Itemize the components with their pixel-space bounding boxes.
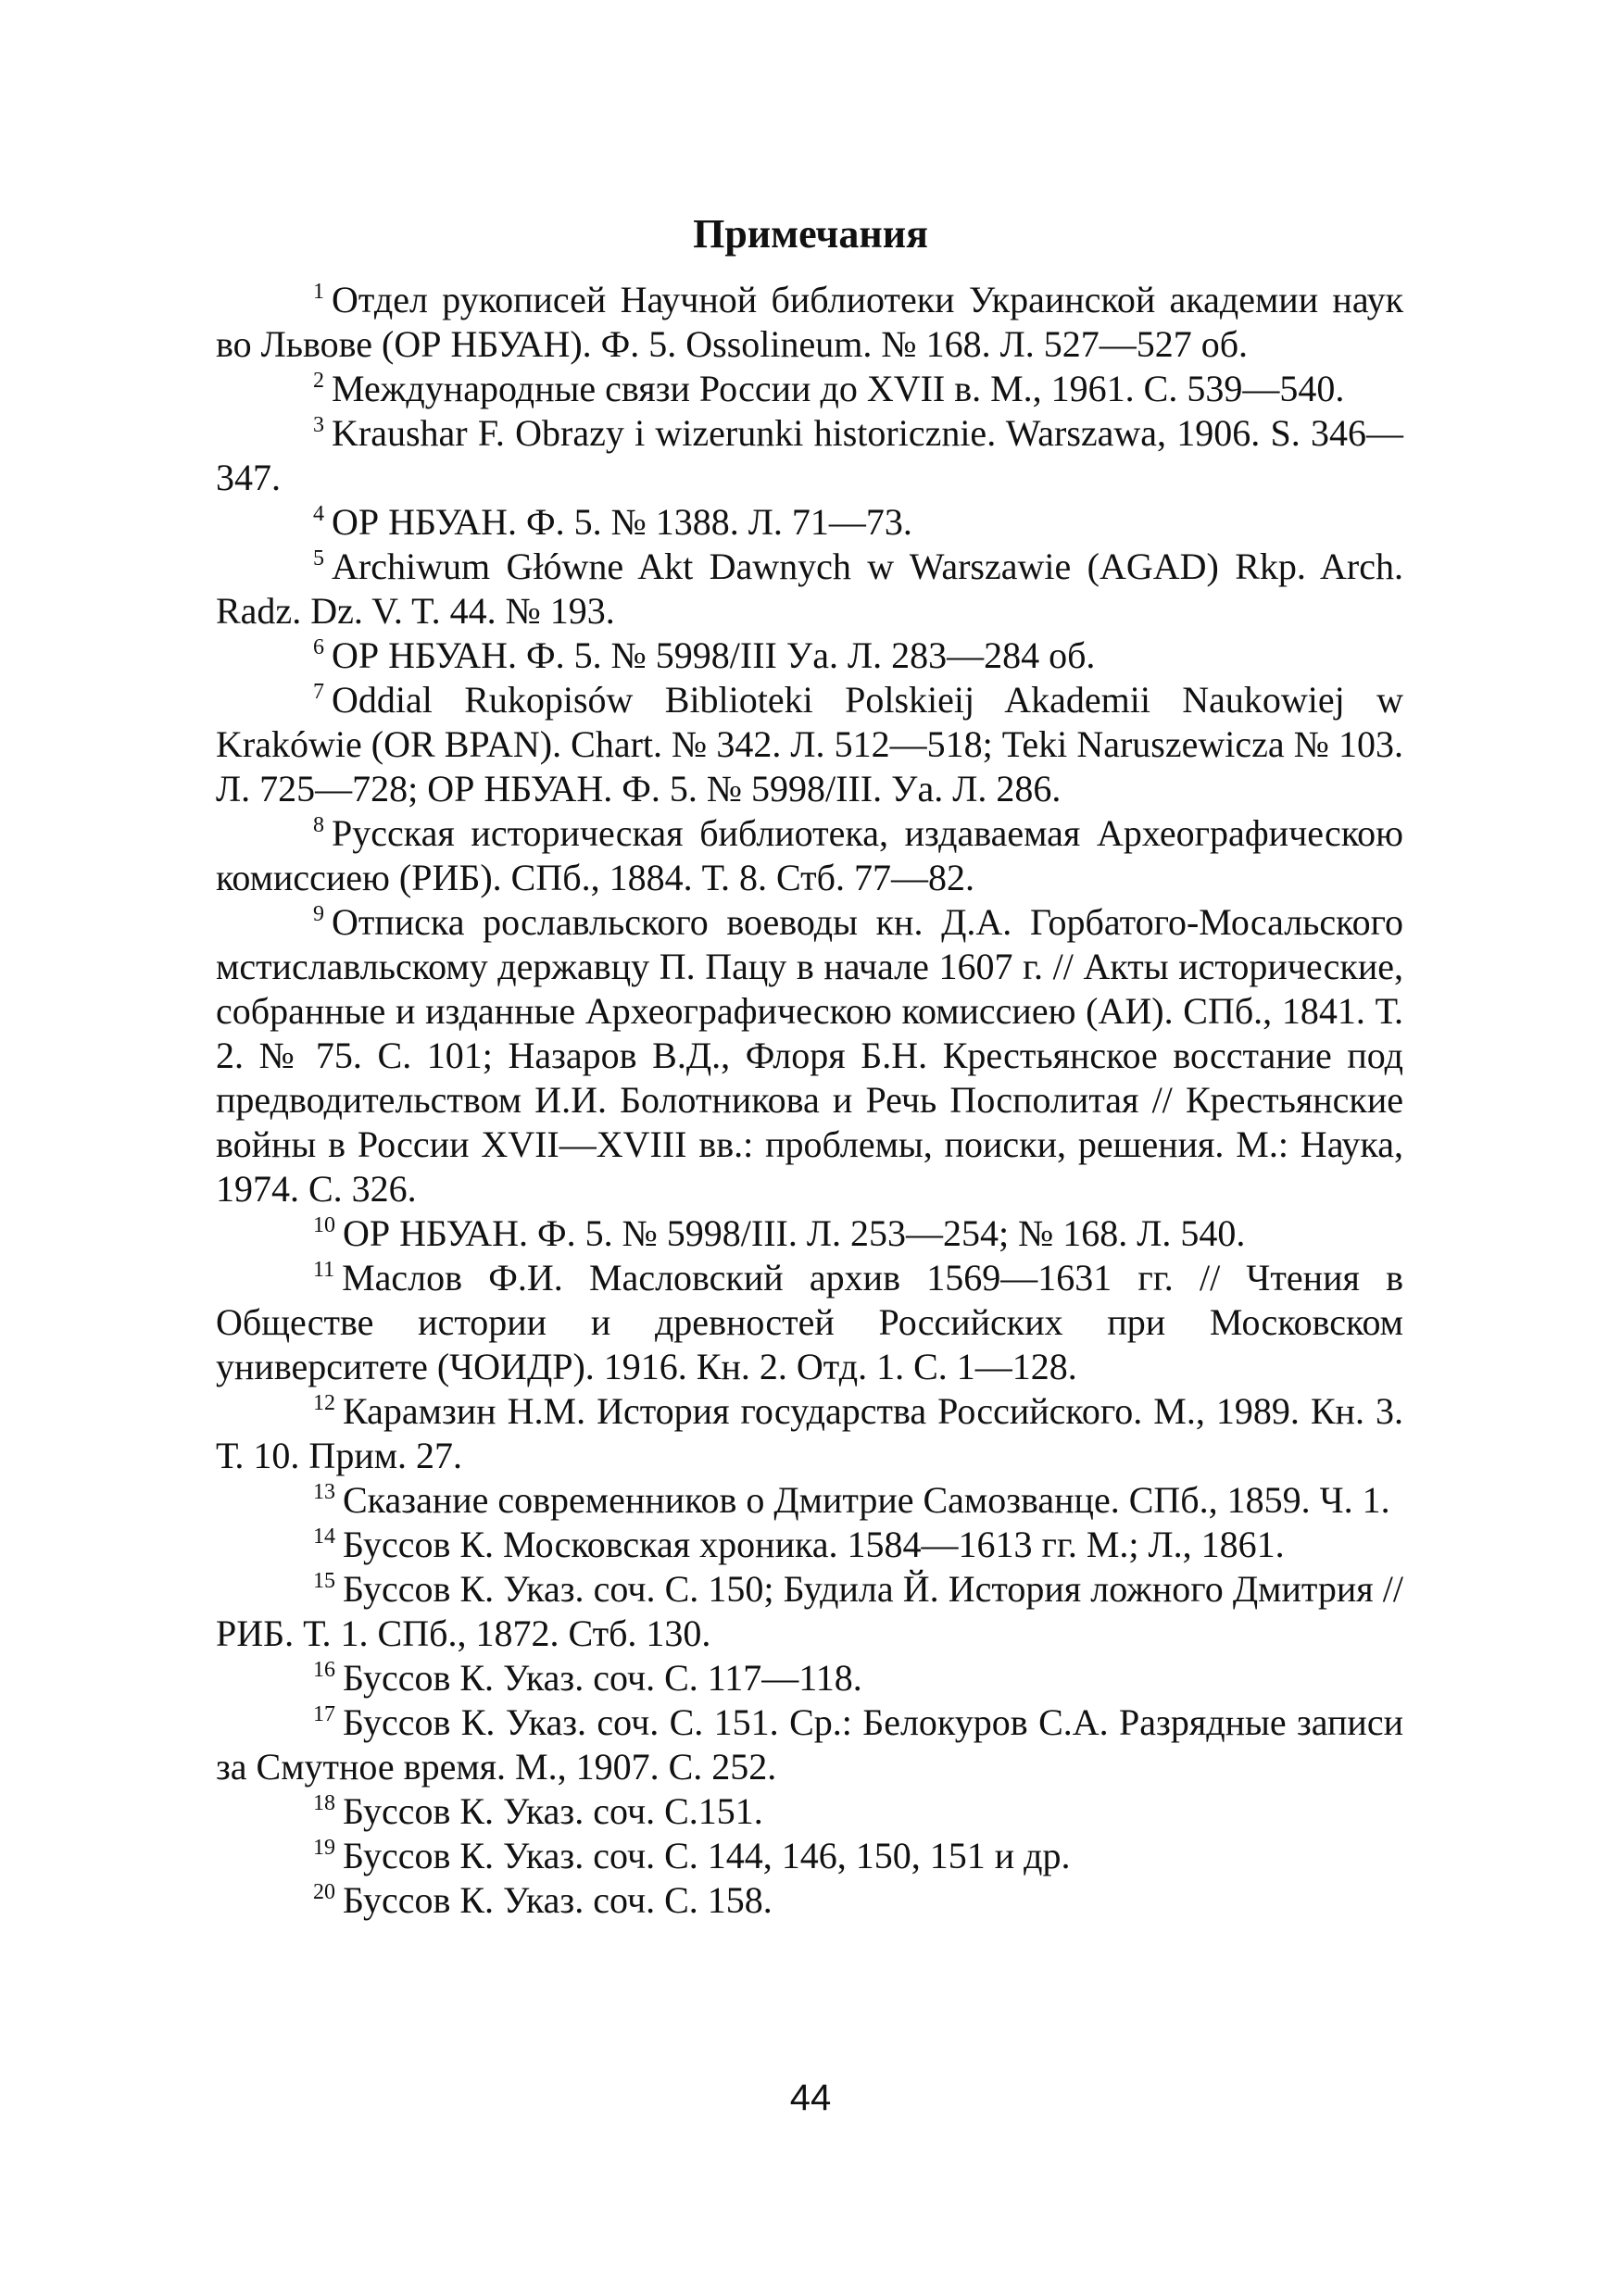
note-text: Отдел рукописей Научной библиотеки Украинской академии наук во Львове (ОР НБУАН). Ф. 5. Ossolineum. № 168. Л. 527—527 об.	[216, 279, 1403, 365]
note-text: ОР НБУАН. Ф. 5. № 5998/III. Л. 253—254; № 168. Л. 540.	[343, 1212, 1246, 1254]
note-number: 9	[313, 902, 324, 926]
note-number: 14	[313, 1524, 335, 1549]
note-number: 13	[313, 1480, 335, 1504]
note-number: 10	[313, 1213, 335, 1237]
note-6	[216, 634, 1403, 678]
note-number: 4	[313, 502, 324, 526]
note-text: Буссов К. Указ. соч. С. 151. Ср.: Белокуров С.А. Разрядные записи за Смутное время. М., 1907. С. 252.	[216, 1701, 1403, 1788]
note-text: Русская историческая библиотека, издаваемая Археографическою комиссиею (РИБ). СПб., 1884. Т. 8. Стб. 77—82.	[216, 812, 1403, 898]
note-number: 6	[313, 635, 324, 659]
note-11	[216, 1256, 1403, 1389]
note-text: Отписка рославльского воеводы кн. Д.А. Горбатого-Мосальского мстиславльскому державцу П. Пацу в начале 1607 г. // Акты исторические, собранные и изданные Археографическою комиссиею (АИ). СПб., 1841. Т. 2. № 75. С. 101; Назаров В.Д., Флоря Б.Н. Крестьянское восстание под предводительством И.И. Болотникова и Речь Посполитая // Крестьянские войны в России XVII—XVIII вв.: проблемы, поиски, решения. М.: Наука, 1974. С. 326.	[216, 901, 1403, 1210]
note-text: Буссов К. Указ. соч. С.151.	[343, 1790, 763, 1832]
note-text: ОР НБУАН. Ф. 5. № 5998/III Уа. Л. 283—284 об.	[332, 634, 1096, 676]
note-text: Archiwum Główne Akt Dawnych w Warszawie (AGAD) Rkp. Arch. Radz. Dz. V. T. 44. № 193.	[216, 546, 1403, 632]
note-text: Сказание современников о Дмитрие Самозванце. СПб., 1859. Ч. 1.	[343, 1479, 1390, 1521]
note-number: 1	[313, 280, 324, 304]
note-number: 15	[313, 1569, 335, 1593]
note-number: 16	[313, 1658, 335, 1682]
note-10	[216, 1211, 1403, 1256]
note-number: 20	[313, 1880, 335, 1904]
note-3	[216, 411, 1403, 500]
note-16	[216, 1656, 1403, 1700]
notes-list	[216, 278, 1403, 1923]
note-text: Маслов Ф.И. Масловский архив 1569—1631 гг. // Чтения в Обществе истории и древностей Российских при Московском университете (ЧОИДР). 1916. Кн. 2. Отд. 1. С. 1—128.	[216, 1257, 1403, 1387]
note-text: Буссов К. Указ. соч. С. 150; Будила Й. История ложного Дмитрия // РИБ. Т. 1. СПб., 1872. Стб. 130.	[216, 1568, 1403, 1654]
note-number: 11	[313, 1258, 335, 1282]
note-9	[216, 900, 1403, 1211]
note-number: 2	[313, 369, 324, 393]
note-14	[216, 1523, 1403, 1567]
page-heading: Примечания	[693, 211, 928, 257]
note-number: 5	[313, 546, 324, 571]
note-17	[216, 1700, 1403, 1789]
note-text: Буссов К. Московская хроника. 1584—1613 гг. М.; Л., 1861.	[343, 1524, 1285, 1565]
note-4	[216, 500, 1403, 545]
note-13	[216, 1478, 1403, 1523]
note-number: 17	[313, 1702, 335, 1726]
note-12	[216, 1389, 1403, 1478]
note-number: 7	[313, 680, 324, 704]
note-text: Буссов К. Указ. соч. С. 144, 146, 150, 151 и др.	[343, 1835, 1071, 1876]
note-2	[216, 367, 1403, 411]
note-number: 18	[313, 1791, 335, 1815]
note-20	[216, 1878, 1403, 1923]
note-number: 12	[313, 1391, 335, 1415]
note-text: ОР НБУАН. Ф. 5. № 1388. Л. 71—73.	[332, 501, 912, 543]
note-19	[216, 1834, 1403, 1878]
note-number: 3	[313, 413, 324, 437]
note-text: Карамзин Н.М. История государства Российского. М., 1989. Кн. 3. Т. 10. Прим. 27.	[216, 1390, 1403, 1476]
note-number: 19	[313, 1836, 335, 1860]
note-number: 8	[313, 813, 324, 837]
note-text: Kraushar F. Obrazy i wizerunki historicznie. Warszawa, 1906. S. 346—347.	[216, 412, 1403, 498]
note-text: Буссов К. Указ. соч. С. 158.	[343, 1879, 773, 1921]
note-7	[216, 678, 1403, 811]
note-text: Международные связи России до XVII в. М., 1961. С. 539—540.	[332, 368, 1345, 409]
note-15	[216, 1567, 1403, 1656]
note-5	[216, 545, 1403, 634]
note-1	[216, 278, 1403, 367]
note-8	[216, 811, 1403, 900]
note-text: Oddial Rukopisów Biblioteki Polskieij Akademii Naukowiej w Krakówie (OR BPAN). Chart. № 342. Л. 512—518; Teki Naruszewicza № 103. Л. 725—728; ОР НБУАН. Ф. 5. № 5998/III. Уа. Л. 286.	[216, 679, 1403, 809]
note-18	[216, 1789, 1403, 1834]
page-number: 44	[789, 2077, 832, 2118]
note-text: Буссов К. Указ. соч. С. 117—118.	[343, 1657, 862, 1699]
